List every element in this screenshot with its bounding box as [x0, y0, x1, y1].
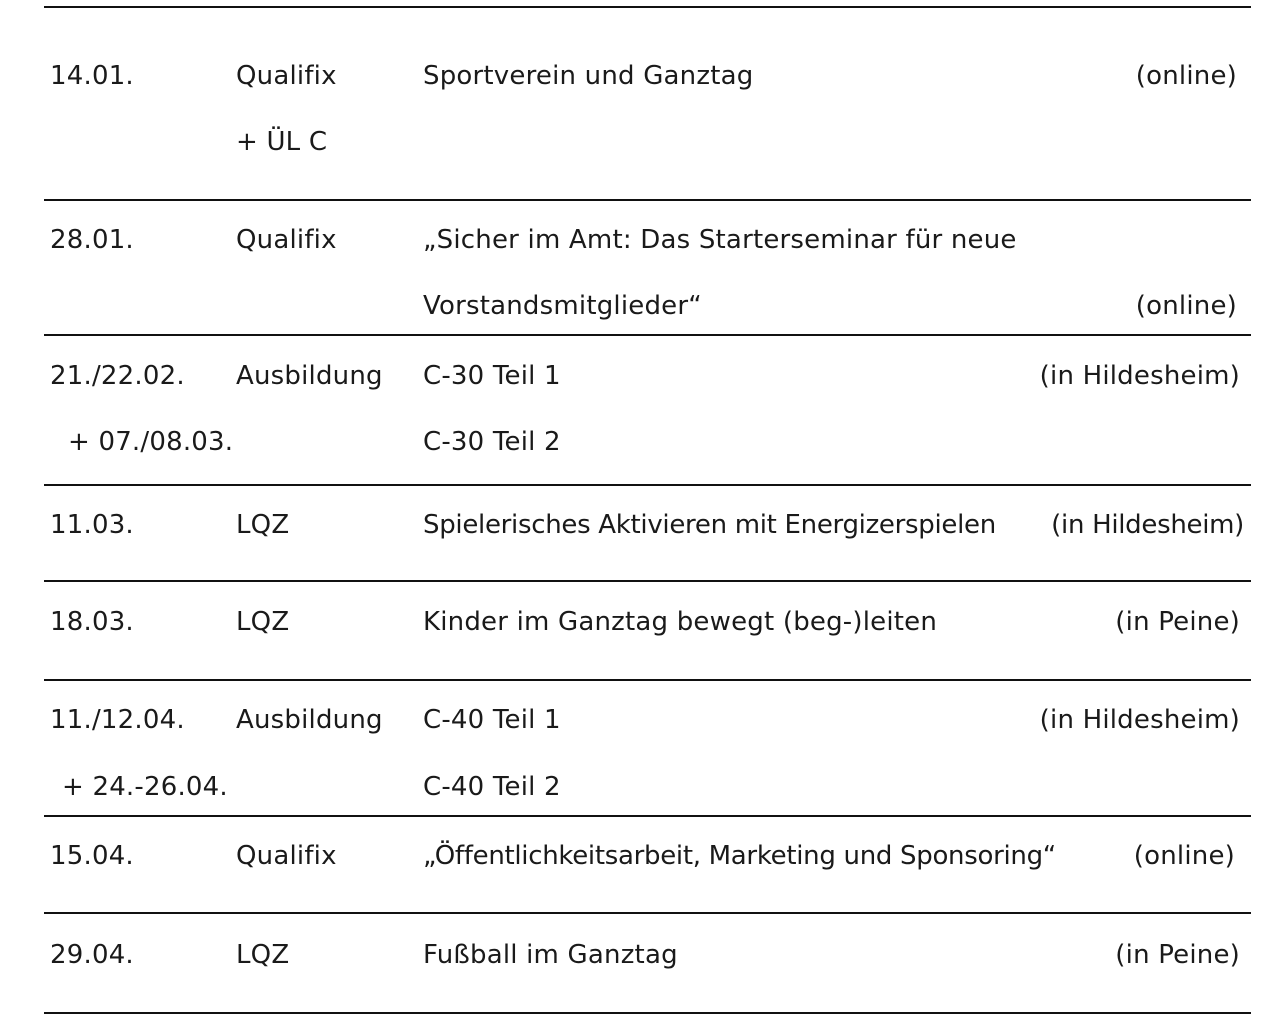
entry-location: (in Peine) [1115, 940, 1240, 970]
divider [44, 1012, 1251, 1014]
entry-type: Qualifix [236, 61, 337, 91]
entry-type: Qualifix [236, 841, 337, 871]
divider [44, 815, 1251, 817]
divider [44, 6, 1251, 8]
entry-location: (in Hildesheim) [1039, 705, 1240, 735]
divider [44, 334, 1251, 336]
entry-location: (online) [1135, 61, 1237, 91]
entry-date: 11.03. [50, 510, 134, 540]
divider [44, 679, 1251, 681]
entry-title: Fußball im Ganztag [423, 940, 678, 970]
divider [44, 580, 1251, 582]
entry-type: Ausbildung [236, 705, 383, 735]
entry-title-extra: C-40 Teil 2 [423, 772, 561, 802]
entry-type: LQZ [236, 510, 290, 540]
entry-title: Kinder im Ganztag bewegt (beg-)leiten [423, 607, 938, 637]
entry-type: LQZ [236, 940, 290, 970]
entry-type: LQZ [236, 607, 290, 637]
entry-type: Ausbildung [236, 361, 383, 391]
entry-date: 18.03. [50, 607, 134, 637]
entry-title: Spielerisches Aktivieren mit Energizerspielen [423, 510, 996, 540]
entry-location: (in Hildesheim) [1039, 361, 1240, 391]
entry-title: C-40 Teil 1 [423, 705, 561, 735]
entry-location: (online) [1133, 841, 1235, 871]
entry-location: (in Peine) [1115, 607, 1240, 637]
entry-type: Qualifix [236, 225, 337, 255]
entry-location: (online) [1135, 291, 1237, 321]
entry-location: (in Hildesheim) [1051, 510, 1244, 540]
entry-title: C-30 Teil 1 [423, 361, 561, 391]
entry-date: 28.01. [50, 225, 134, 255]
entry-date: 11./12.04. [50, 705, 185, 735]
entry-date-extra: + 24.-26.04. [62, 772, 228, 802]
entry-title-line2: Vorstandsmitglieder“ [423, 291, 702, 321]
divider [44, 484, 1251, 486]
entry-title-extra: C-30 Teil 2 [423, 427, 561, 457]
entry-title: „Öffentlichkeitsarbeit, Marketing und Sponsoring“ [423, 841, 1056, 871]
divider [44, 199, 1251, 201]
entry-date: 15.04. [50, 841, 134, 871]
divider [44, 912, 1251, 914]
entry-type-extra: + ÜL C [236, 127, 328, 157]
entry-date: 21./22.02. [50, 361, 185, 391]
entry-title-line1: „Sicher im Amt: Das Starterseminar für neue [423, 225, 1017, 255]
entry-date-extra: + 07./08.03. [68, 427, 234, 457]
entry-date: 29.04. [50, 940, 134, 970]
entry-title: Sportverein und Ganztag [423, 61, 754, 91]
entry-date: 14.01. [50, 61, 134, 91]
